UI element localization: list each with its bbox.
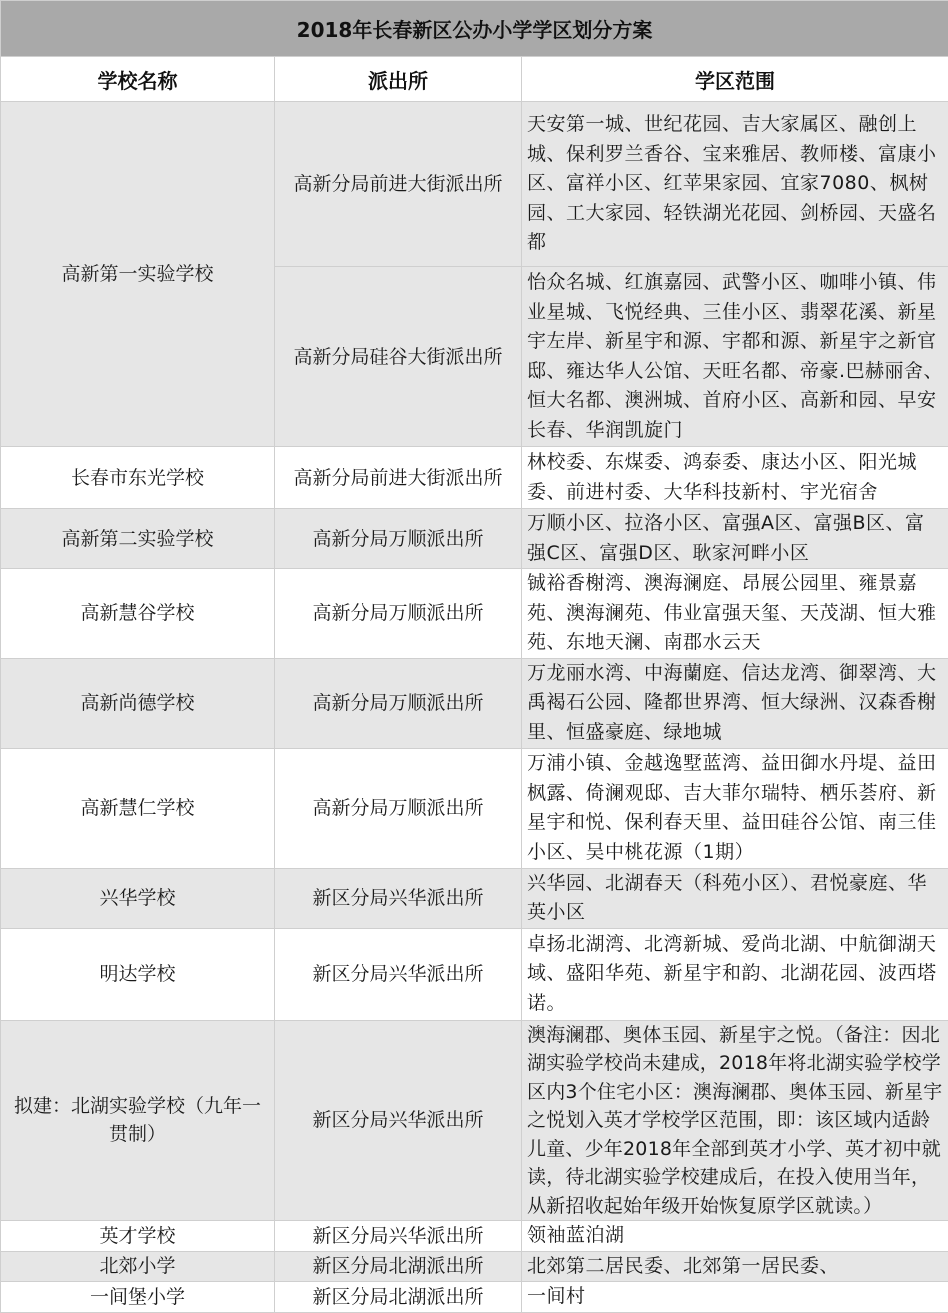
table-row: [1, 928, 948, 1020]
school-name: 高新慧谷学校: [1, 569, 275, 659]
table-row: [1, 569, 948, 659]
school-name: 高新慧仁学校: [1, 748, 275, 868]
table-row: [1, 509, 948, 569]
police-station: 高新分局万顺派出所: [275, 748, 522, 868]
table-row: [1, 1221, 948, 1252]
school-name: 拟建：北湖实验学校（九年一贯制）: [1, 1020, 275, 1221]
school-name: 高新第二实验学校: [1, 509, 275, 569]
header-scope: 学区范围: [522, 57, 948, 102]
district-scope: 天安第一城、世纪花园、吉大家属区、融创上城、保利罗兰香谷、宝来雅居、教师楼、富康小区、富祥小区、红苹果家园、宜家7080、枫树园、工大家园、轻铁湖光花园、剑桥园、天盛名都: [522, 102, 948, 267]
police-station: 新区分局兴华派出所: [275, 1221, 522, 1252]
police-station: 高新分局硅谷大街派出所: [275, 267, 522, 447]
table-header-row: [1, 57, 948, 102]
table-title: 2018年长春新区公办小学学区划分方案: [1, 1, 948, 57]
school-name: 长春市东光学校: [1, 447, 275, 509]
district-scope: 领袖蓝泊湖: [522, 1221, 948, 1252]
district-scope: 铖裕香榭湾、澳海澜庭、昂展公园里、雍景嘉苑、澳海澜苑、伟业富强天玺、天茂湖、恒大雅苑、东地天澜、南郡水云天: [522, 569, 948, 659]
district-scope: 兴华园、北湖春天（科苑小区）、君悦豪庭、华英小区: [522, 868, 948, 928]
table-row: [1, 658, 948, 748]
table-row: [1, 1282, 948, 1313]
school-name: 兴华学校: [1, 868, 275, 928]
district-scope: 北郊第二居民委、北郊第一居民委、: [522, 1251, 948, 1282]
district-scope: 怡众名城、红旗嘉园、武警小区、咖啡小镇、伟业星城、飞悦经典、三佳小区、翡翠花溪、新星宇左岸、新星宇和源、宇都和源、新星宇之新官邸、雍达华人公馆、天旺名都、帝豪.巴赫丽舍、恒大名都、澳洲城、首府小区、高新和园、早安长春、华润凯旋门: [522, 267, 948, 447]
police-station: 新区分局兴华派出所: [275, 868, 522, 928]
table-row: [1, 1020, 948, 1221]
district-scope: 一间村: [522, 1282, 948, 1313]
police-station: 高新分局前进大街派出所: [275, 102, 522, 267]
header-school: 学校名称: [1, 57, 275, 102]
table-row: [1, 748, 948, 868]
police-station: 高新分局万顺派出所: [275, 509, 522, 569]
district-scope: 林校委、东煤委、鸿泰委、康达小区、阳光城委、前进村委、大华科技新村、宇光宿舍: [522, 447, 948, 509]
table-title-row: [1, 1, 948, 57]
police-station: 新区分局北湖派出所: [275, 1251, 522, 1282]
table-row: [1, 1251, 948, 1282]
table-row: [1, 102, 948, 267]
police-station: 新区分局兴华派出所: [275, 1020, 522, 1221]
school-name: 高新尚德学校: [1, 658, 275, 748]
school-name: 高新第一实验学校: [1, 102, 275, 447]
district-scope: 万浦小镇、金越逸墅蓝湾、益田御水丹堤、益田枫露、倚澜观邸、吉大菲尔瑞特、栖乐荟府、新星宇和悦、保利春天里、益田硅谷公馆、南三佳小区、吴中桃花源（1期）: [522, 748, 948, 868]
police-station: 高新分局前进大街派出所: [275, 447, 522, 509]
school-name: 北郊小学: [1, 1251, 275, 1282]
police-station: 新区分局兴华派出所: [275, 928, 522, 1020]
district-scope: 澳海澜郡、奥体玉园、新星宇之悦。（备注：因北湖实验学校尚未建成，2018年将北湖实验学校学区内3个住宅小区：澳海澜郡、奥体玉园、新星宇之悦划入英才学校学区范围，即：该区域内适龄儿童、少年2018年全部到英才小学、英才初中就读，待北湖实验学校建成后，在投入使用当年，从新招收起始年级开始恢复原学区就读。）: [522, 1020, 948, 1221]
table-row: [1, 447, 948, 509]
district-scope: 万顺小区、拉洛小区、富强A区、富强B区、富强C区、富强D区、耿家河畔小区: [522, 509, 948, 569]
school-name: 英才学校: [1, 1221, 275, 1252]
police-station: 高新分局万顺派出所: [275, 569, 522, 659]
district-scope: 卓扬北湖湾、北湾新城、爱尚北湖、中航御湖天域、盛阳华苑、新星宇和韵、北湖花园、波西塔诺。: [522, 928, 948, 1020]
header-station: 派出所: [275, 57, 522, 102]
police-station: 高新分局万顺派出所: [275, 658, 522, 748]
school-name: 一间堡小学: [1, 1282, 275, 1313]
school-name: 明达学校: [1, 928, 275, 1020]
district-scope: 万龙丽水湾、中海蘭庭、信达龙湾、御翠湾、大禹褐石公园、隆都世界湾、恒大绿洲、汉森香榭里、恒盛豪庭、绿地城: [522, 658, 948, 748]
table-row: [1, 868, 948, 928]
police-station: 新区分局北湖派出所: [275, 1282, 522, 1313]
